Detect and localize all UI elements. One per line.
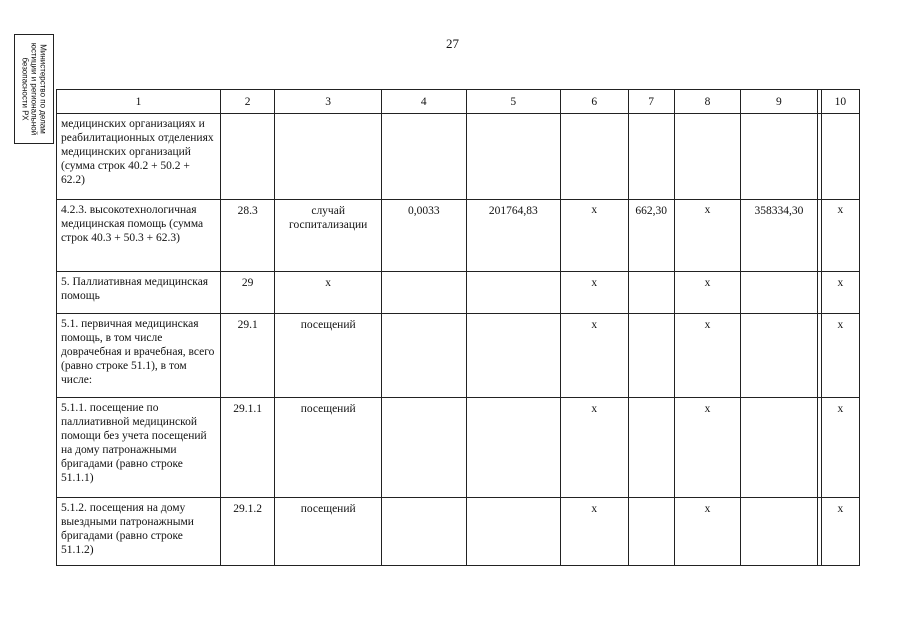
table-cell: 29	[221, 272, 275, 314]
table-row	[57, 114, 860, 200]
table-cell: 28.3	[221, 200, 275, 272]
table-row	[57, 314, 860, 398]
column-header: 3	[275, 90, 382, 114]
table-cell: случай госпитализации	[275, 200, 382, 272]
table-cell: х	[561, 314, 628, 398]
table-cell: х	[561, 398, 628, 498]
column-header: 4	[382, 90, 467, 114]
table-cell: х	[561, 498, 628, 566]
table-cell	[561, 114, 628, 200]
table-cell	[466, 498, 561, 566]
column-header: 1	[57, 90, 221, 114]
table-row	[57, 398, 860, 498]
table-cell: посещений	[275, 314, 382, 398]
table-cell	[466, 398, 561, 498]
table-header-row	[57, 90, 860, 114]
table-cell: х	[821, 398, 859, 498]
table-cell: х	[674, 200, 740, 272]
table-cell	[741, 272, 817, 314]
table-cell	[382, 398, 467, 498]
table-cell: х	[821, 200, 859, 272]
table-row	[57, 498, 860, 566]
table-cell	[628, 398, 674, 498]
table-cell: х	[674, 272, 740, 314]
registration-stamp	[14, 34, 54, 144]
table-cell: 29.1.1	[221, 398, 275, 498]
row-label: 5.1. первичная медицинская помощь, в том числе доврачебная и врачебная, всего (равно строке 51.1), в том числе:	[57, 314, 221, 398]
table-cell: 0,0033	[382, 200, 467, 272]
table-cell	[466, 114, 561, 200]
table-cell	[466, 314, 561, 398]
row-label: 5.1.1. посещение по паллиативной медицинской помощи без учета посещений на дому патронажными бригадами (равно строке 51.1.1)	[57, 398, 221, 498]
page-number: 27	[446, 36, 459, 51]
table-cell: х	[561, 200, 628, 272]
table-cell: х	[674, 314, 740, 398]
column-header: 9	[741, 90, 817, 114]
table-cell: х	[821, 272, 859, 314]
row-label: 5. Паллиативная медицинская помощь	[57, 272, 221, 314]
table-cell: 201764,83	[466, 200, 561, 272]
table-cell: 29.1.2	[221, 498, 275, 566]
table-cell: х	[674, 498, 740, 566]
table-cell	[628, 498, 674, 566]
table-cell	[821, 114, 859, 200]
column-header: 7	[628, 90, 674, 114]
table-cell: посещений	[275, 498, 382, 566]
column-header: 10	[821, 90, 859, 114]
table-cell	[221, 114, 275, 200]
table-cell: посещений	[275, 398, 382, 498]
table-cell	[382, 498, 467, 566]
table-row	[57, 200, 860, 272]
table-cell: 29.1	[221, 314, 275, 398]
table-cell: х	[561, 272, 628, 314]
table-row	[57, 272, 860, 314]
table-cell	[275, 114, 382, 200]
table-cell: х	[821, 314, 859, 398]
table-cell: 662,30	[628, 200, 674, 272]
table-cell	[382, 114, 467, 200]
table-cell	[628, 114, 674, 200]
column-header: 5	[466, 90, 561, 114]
table-cell	[741, 498, 817, 566]
table-cell	[741, 114, 817, 200]
table-cell	[628, 314, 674, 398]
table-cell	[382, 272, 467, 314]
table-cell	[741, 314, 817, 398]
column-header: 8	[674, 90, 740, 114]
table-cell	[674, 114, 740, 200]
table-cell: х	[275, 272, 382, 314]
table-cell	[466, 272, 561, 314]
table-cell	[741, 398, 817, 498]
table-cell	[628, 272, 674, 314]
row-label: 4.2.3. высокотехнологичная медицинская помощь (сумма строк 40.3 + 50.3 + 62.3)	[57, 200, 221, 272]
row-label: 5.1.2. посещения на дому выездными патронажными бригадами (равно строке 51.1.2)	[57, 498, 221, 566]
data-table	[56, 89, 860, 566]
column-header: 6	[561, 90, 628, 114]
column-header: 2	[221, 90, 275, 114]
table-cell: 358334,30	[741, 200, 817, 272]
table-cell: х	[674, 398, 740, 498]
row-label: медицинских организациях и реабилитационных отделениях медицинских организаций (сумма строк 40.2 + 50.2 + 62.2)	[57, 114, 221, 200]
stamp-text: Министерство по делам юстиции и региональной безопасности РХ	[20, 42, 48, 136]
table-cell: х	[821, 498, 859, 566]
table-cell	[382, 314, 467, 398]
